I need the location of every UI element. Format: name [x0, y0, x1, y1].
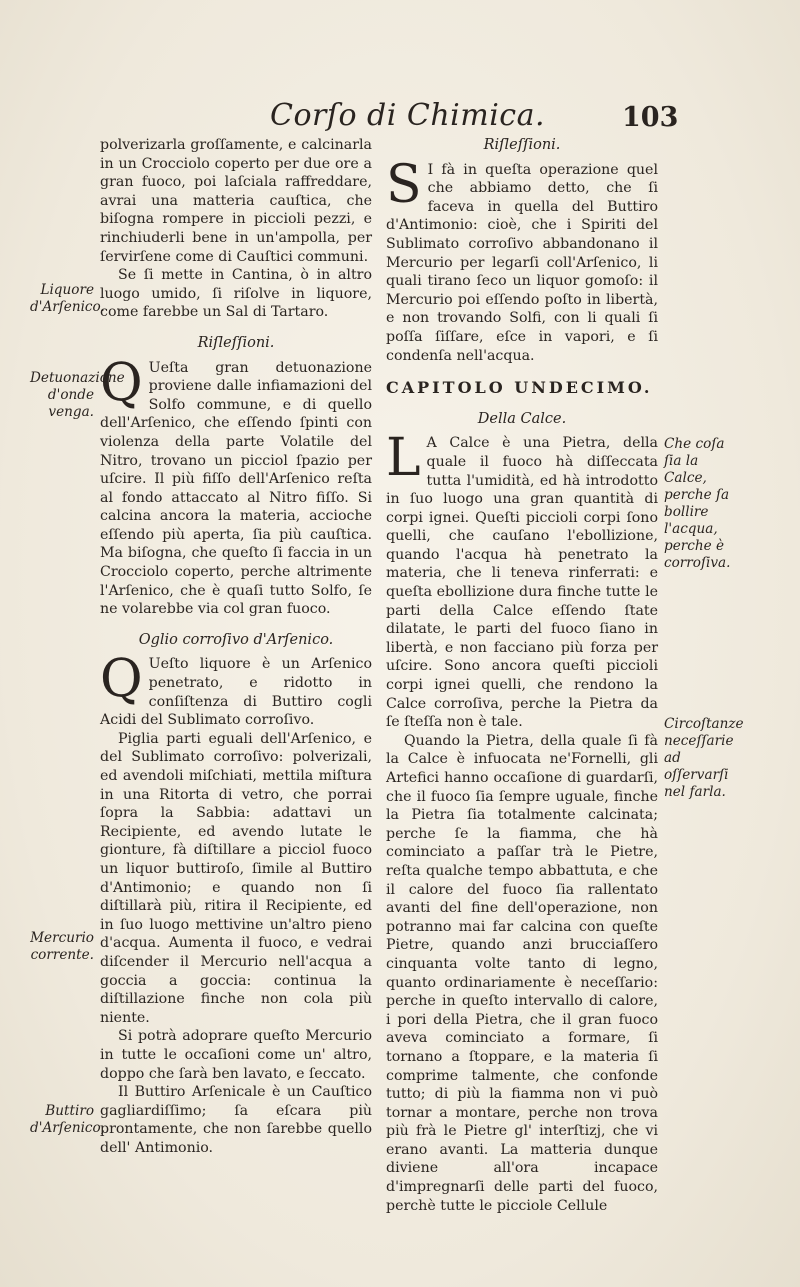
- drop-cap: S: [386, 154, 422, 215]
- section-heading: Della Calce.: [477, 410, 567, 427]
- right-column: [386, 136, 658, 1215]
- margin-note-detuonazione: Detuonazione d'onde venga.: [30, 370, 125, 420]
- paragraph: Ueſta gran detuonazione proviene dalle infiamazioni del Solfo commune, e di quello dell'Arſenico, che eſſendo ſpinti con violenza della parte Volatile del Nitro, trovano un picciol ſpazio per uſcire. Il più fiſſo dell'Arſenico reſta al fondo attaccato al Nitro fiſſo. Si calcina ancora la materia, accioche eſſendo più aperta, ſia più cauſtica. Ma biſogna, che queſto ſi faccia in un Crocciolo coperto, perche altrimente l'Arſenico, che è quaſi tutto Solfo, ſe ne volarebbe via col gran fuoco.: [100, 359, 372, 618]
- drop-cap: L: [386, 428, 421, 489]
- drop-cap: Q: [100, 649, 143, 710]
- left-column: [100, 136, 372, 1157]
- margin-note-buttiro: Buttiro d'Arſenico,: [30, 1103, 106, 1136]
- section-heading: Oglio corroſivo d'Arſenico.: [138, 631, 334, 648]
- paragraph: A Calce è una Pietra, della quale il fuoco hà diſſeccata tutta l'umidità, ed hà introdotto in ſuo luogo una gran quantità di corpi ignei. Queſti piccioli corpi ſono quelli, che cauſano l'ebollizione, quando l'acqua hà penetrato la materia, che li teneva rinferrati: e queſta ebollizione dura finche tutte le parti della Calce eſſendo ſtate dilatate, le parti del fuoco ſiano in libertà, e non facciano più forza per uſcire. Sono ancora queſti piccioli corpi ignei quelli, che rendono la Calce corroſiva, perche la Pietra da ſe ſteſſa non è tale.: [386, 435, 658, 731]
- margin-note-mercurio: Mercurio corrente.: [30, 930, 94, 963]
- paragraph: I fà in queſta operazione quel che abbiamo detto, che ſi faceva in quella del Buttiro d'Antimonio: cioè, che i Spiriti del Sublimato corroſivo abbandonano il Mercurio per legarſi coll'Arſenico, li quali tirano ſeco un liquor gomoſo: il Mercurio poi eſſendo poſto in libertà, e non trovando Solfi, con li quali ſi poſſa ſiſſare, eſce in vapori, e ſi condenſa nell'acqua.: [386, 161, 658, 364]
- margin-note-calce: Che coſa ſia la Calce, perche ſa bollire l'acqua, perche è corroſiva.: [664, 436, 731, 571]
- paragraph: Piglia parti eguali dell'Arſenico, e del Sublimato corroſivo: polverizali, ed avendoli miſchiati, mettila miſtura in una Ritorta di vetro, che porrai ſopra la Sabbia: adattavi un Recipiente, ed avendo lutate le gionture, fà diſtillare a picciol fuoco un liquor buttiroſo, ſimile al Buttiro d'Antimonio; e quando non ſi diſtillarà più, ritira il Recipiente, ed in ſuo luogo mettivine un'altro pieno d'acqua. Aumenta il fuoco, e vedrai diſcender il Mercurio nell'acqua a goccia a goccia: continua la diſtillazione finche non cola più niente.: [100, 730, 372, 1026]
- paragraph: Il Buttiro Arſenicale è un Cauſtico gagliardiſſimo; ſa eſcara più prontamente, che non ſarebbe quello dell' Antimonio.: [100, 1084, 372, 1156]
- paragraph: Quando la Pietra, della quale ſi fà la Calce è infuocata ne'Fornelli, gli Artefici hanno occaſione di guardarſi, che il fuoco ſia ſempre uguale, finche la Pietra ſia totalmente calcinata; perche ſe la fiamma, che hà cominciato a paſſar trà le Pietre, reſta qualche tempo abbattuta, e che il calore del fuoco ſia rallentato avanti del fine dell'operazione, non potranno mai far calcina con queſte Pietre, quando anzi brucciaſſero cinquanta volte tanto di legno, quanto ordinariamente è neceſſario: perche in queſto intervallo di calore, i pori della Pietra, che il gran fuoco aveva cominciato a formare, ſi tornano a ſtoppare, e la materia ſi comprime talmente, che confonde tutto; di più la fiamma non vi può tornar a montare, perche non trova più frà le Pietre gl' interſtizj, che vi erano avanti. La matteria dunque diviene all'ora incapace d'impregnarſi delle parti del fuoco, perchè tutte le picciole Cellule: [386, 732, 658, 1214]
- drop-cap: Q: [100, 352, 143, 413]
- section-heading: Riſleſſioni.: [483, 137, 561, 153]
- paragraph: Ueſto liquore è un Arſenico penetrato, e ridotto in conſiſtenza di Buttiro cogli Acidi del Sublimato corroſivo.: [100, 656, 372, 729]
- paragraph: Si potrà adoprare queſto Mercurio in tutte le occaſioni come un' altro, doppo che ſarà ben lavato, e ſeccato.: [100, 1028, 372, 1082]
- margin-note-liquore: Liquore d'Arſenico.: [30, 282, 105, 315]
- section-heading: Riſleſſioni.: [197, 334, 275, 351]
- page-number: 103: [622, 102, 679, 133]
- paragraph: Se ſi mette in Cantina, ò in altro luogo umido, ſi riſolve in liquore, come farebbe un Sal di Tartaro.: [100, 267, 372, 321]
- paragraph: polverizarla groſſamente, e calcinarla in un Crocciolo coperto per due ore a gran fuoco, poi laſciala raffreddare, avrai una matteria cauſtica, che biſogna rompere in piccioli pezzi, e rinchiuderli bene in un'ampolla, per ſervirſene come di Cauſtici communi.: [100, 137, 372, 265]
- page-header: [0, 98, 800, 138]
- chapter-heading: CAPITOLO UNDECIMO.: [386, 378, 653, 398]
- running-title: Corſo di Chimica.: [270, 98, 546, 133]
- margin-note-circostanze: Circoſtanze neceſſarie ad oſſervarſi nel farla.: [664, 716, 744, 800]
